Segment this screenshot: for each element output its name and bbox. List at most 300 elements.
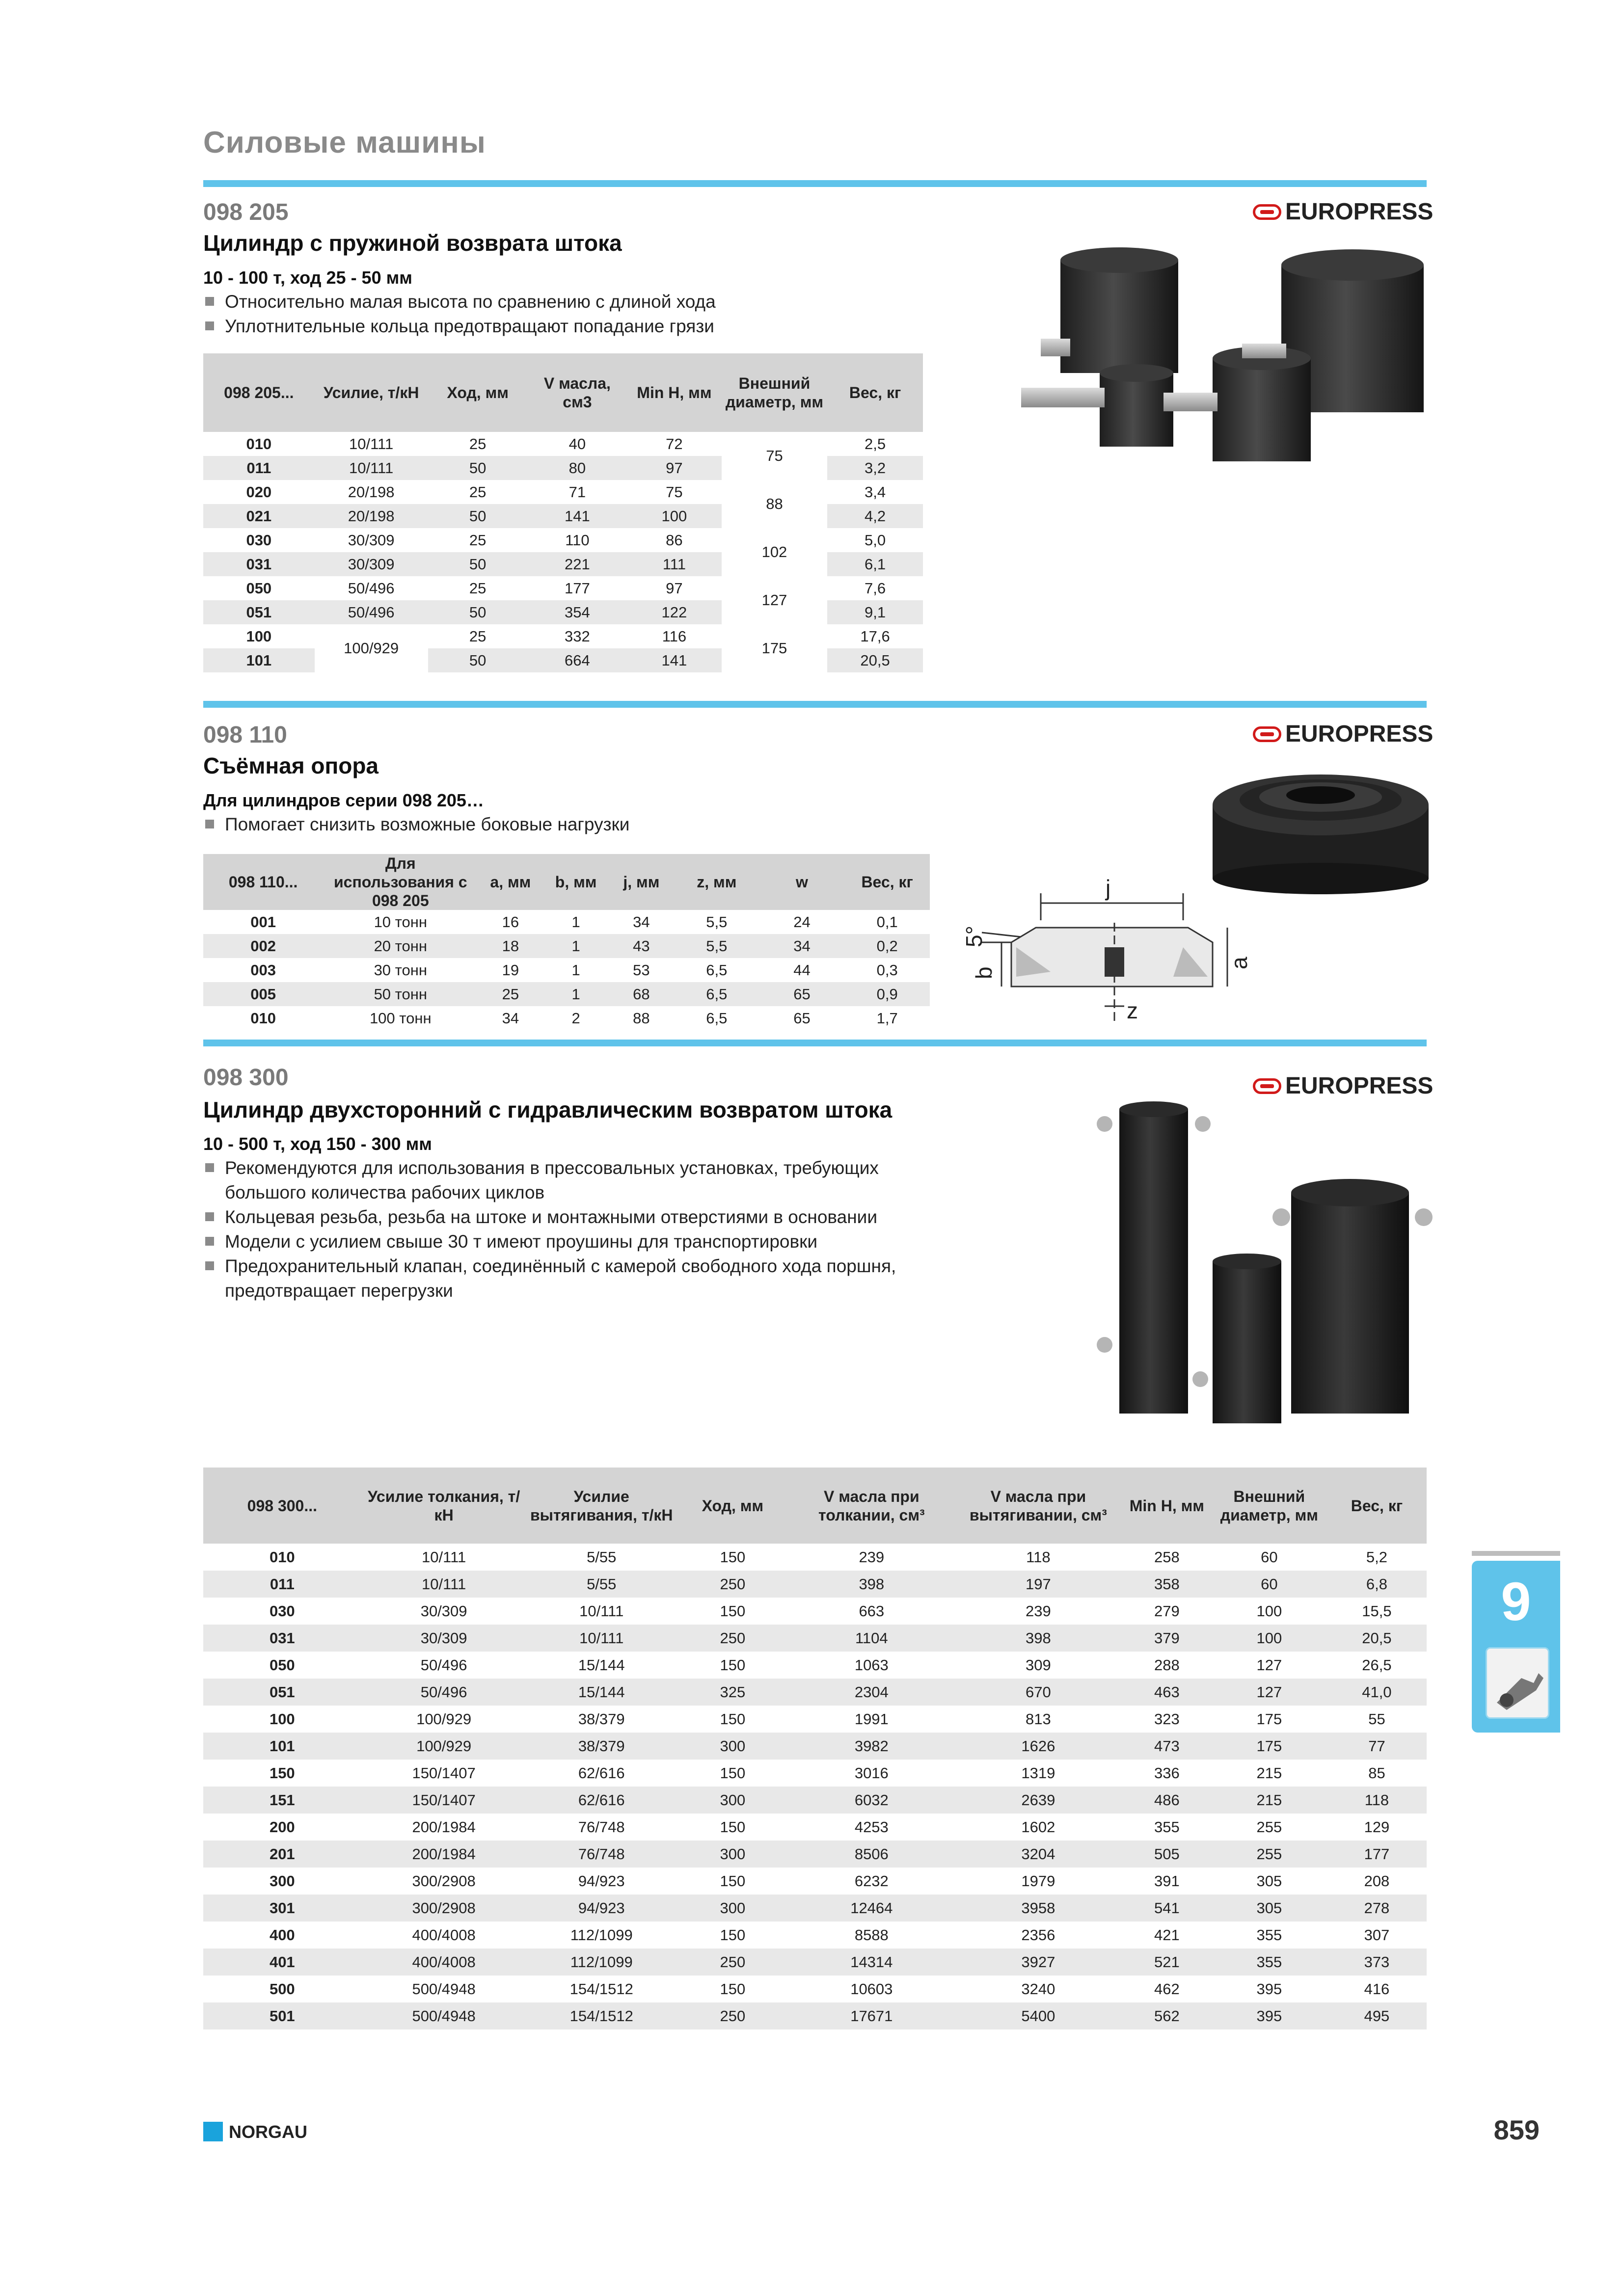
table-cell: 010 <box>250 1009 276 1027</box>
europress-logo-icon <box>1253 1078 1281 1094</box>
saddle-diagram <box>952 874 1252 1036</box>
table-row <box>203 1598 1427 1625</box>
table-cell: 19 <box>502 961 519 979</box>
col-header: Усилие, т/кН <box>315 353 428 432</box>
table-cell: 41,0 <box>1327 1679 1427 1706</box>
table-cell: 50 тонн <box>323 982 478 1006</box>
table-cell: 10/111 <box>579 1602 624 1620</box>
table-cell: 300/2908 <box>412 1872 476 1890</box>
section-tab[interactable] <box>1472 1561 1560 1733</box>
table-cell: 401 <box>203 1949 361 1976</box>
table-header-row <box>203 1468 1427 1544</box>
s3-bullet: Предохранительный клапан, соединённый с камерой свободного хода поршня, предотвращает перегрузки <box>203 1254 940 1303</box>
table-cell: 279 <box>1154 1602 1180 1620</box>
table-cell: 50/496 <box>348 579 395 597</box>
table-cell: 76/748 <box>527 1841 676 1868</box>
table-cell: 10603 <box>850 1980 893 1998</box>
section-divider <box>203 180 1427 187</box>
table-cell: 301 <box>203 1895 361 1922</box>
col-header: Min H, мм <box>1122 1468 1212 1544</box>
brand-name: EUROPRESS <box>1285 721 1434 747</box>
table-cell: 112/1099 <box>527 1949 676 1976</box>
table-cell: 300 <box>269 1872 295 1890</box>
col-header: Вес, кг <box>1327 1468 1427 1544</box>
table-row <box>203 1571 1427 1598</box>
table-cell: 2 <box>571 1009 580 1027</box>
table-cell: 75 <box>722 432 827 480</box>
table-cell: 34 <box>502 1009 519 1027</box>
table-cell: 1991 <box>854 1710 889 1728</box>
table-cell: 300 <box>676 1895 789 1922</box>
col-header: 098 300... <box>203 1468 361 1544</box>
table-cell: 200 <box>269 1818 295 1836</box>
table-row <box>203 528 923 552</box>
table-cell: 25 <box>469 579 487 597</box>
s3-bullet: Кольцевая резьба, резьба на штоке и монтажными отверстиями в основании <box>203 1205 940 1229</box>
col-header: Внешний диаметр, мм <box>722 353 827 432</box>
table-cell: 421 <box>1154 1926 1180 1944</box>
table-cell: 239 <box>859 1548 885 1566</box>
table-cell: 6,8 <box>1327 1571 1427 1598</box>
table-cell: 3,4 <box>865 483 886 501</box>
section-divider <box>203 1040 1427 1046</box>
table-cell: 127 <box>1212 1679 1327 1706</box>
table-cell: 255 <box>1212 1841 1327 1868</box>
table-cell: 62/616 <box>578 1764 625 1782</box>
table-cell: 355 <box>1154 1818 1180 1836</box>
table-cell: 309 <box>1026 1656 1051 1674</box>
table-cell: 288 <box>1154 1656 1180 1674</box>
table-row <box>203 1922 1427 1949</box>
table-cell: 463 <box>1122 1679 1212 1706</box>
table-row <box>203 1868 1427 1895</box>
table-row <box>203 432 923 456</box>
table-row <box>203 1949 1427 1976</box>
table-cell: 75 <box>666 483 683 501</box>
table-cell: 200/1984 <box>361 1841 527 1868</box>
s1-bullets <box>203 290 716 339</box>
table-cell: 562 <box>1122 2002 1212 2029</box>
table-cell: 398 <box>954 1625 1122 1652</box>
table-cell: 71 <box>568 483 586 501</box>
s3-bullet: Модели с усилием свыше 30 т имеют проушины для транспортировки <box>203 1229 940 1254</box>
s2-bullets <box>203 812 629 837</box>
table-row <box>203 958 930 982</box>
table-cell: 3016 <box>854 1764 889 1782</box>
table-cell: 122 <box>627 600 722 624</box>
table-cell: 62/616 <box>527 1787 676 1814</box>
table-cell: 177 <box>565 579 590 597</box>
table-cell: 200/1984 <box>412 1818 476 1836</box>
table-cell: 85 <box>1368 1764 1385 1782</box>
table-cell: 50 <box>428 600 528 624</box>
table-cell: 5/55 <box>587 1548 617 1566</box>
table-cell: 118 <box>1327 1787 1427 1814</box>
table-cell: 307 <box>1364 1926 1390 1944</box>
col-header: 098 110... <box>203 854 323 910</box>
table-cell: 1602 <box>1021 1818 1055 1836</box>
table-cell: 1 <box>571 961 580 979</box>
table-cell: 030 <box>269 1602 295 1620</box>
table-cell: 100/929 <box>361 1733 527 1760</box>
table-cell: 400/4008 <box>412 1926 476 1944</box>
col-header: Усилие вытягивания, т/кН <box>527 1468 676 1544</box>
table-cell: 011 <box>203 1571 361 1598</box>
table-cell: 26,5 <box>1362 1656 1392 1674</box>
table-cell: 1,7 <box>876 1009 898 1027</box>
table-cell: 6,5 <box>706 961 728 979</box>
table-cell: 1 <box>543 934 609 958</box>
table-cell: 100/929 <box>416 1710 472 1728</box>
table-cell: 50/496 <box>315 600 428 624</box>
table-cell: 486 <box>1122 1787 1212 1814</box>
col-header: w <box>759 854 845 910</box>
table-cell: 050 <box>269 1656 295 1674</box>
table-cell: 5,5 <box>674 934 759 958</box>
table-cell: 021 <box>203 504 315 528</box>
table-cell: 20,5 <box>1327 1625 1427 1652</box>
table-cell: 175 <box>722 624 827 672</box>
table-row <box>203 1976 1427 2002</box>
table-cell: 150 <box>720 1710 746 1728</box>
brand-logo <box>1253 198 1433 225</box>
col-header: V масла при вытягивании, см³ <box>954 1468 1122 1544</box>
table-cell: 1626 <box>954 1733 1122 1760</box>
table-cell: 50 <box>428 648 528 672</box>
table-cell: 003 <box>250 961 276 979</box>
table-cell: 10/111 <box>527 1625 676 1652</box>
table-cell: 50 <box>428 456 528 480</box>
table-cell: 25 <box>469 627 487 645</box>
table-cell: 10 тонн <box>374 913 427 931</box>
table-cell: 521 <box>1122 1949 1212 1976</box>
table-cell: 258 <box>1154 1548 1180 1566</box>
table-cell: 0,9 <box>844 982 930 1006</box>
col-header: Вес, кг <box>827 353 923 432</box>
table-cell: 20 тонн <box>323 934 478 958</box>
table-cell: 5,0 <box>865 531 886 549</box>
col-header: Усилие толкания, т/кН <box>361 1468 527 1544</box>
table-cell: 1 <box>571 913 580 931</box>
table-cell: 80 <box>528 456 627 480</box>
table-cell: 4,2 <box>827 504 923 528</box>
table-row <box>203 1652 1427 1679</box>
table-cell: 2304 <box>789 1679 954 1706</box>
table-cell: 300 <box>676 1733 789 1760</box>
table-cell: 10/111 <box>349 435 394 453</box>
table-cell: 398 <box>789 1571 954 1598</box>
table-cell: 97 <box>666 579 683 597</box>
cylinders-photo <box>1011 245 1434 471</box>
table-cell: 663 <box>859 1602 885 1620</box>
table-cell: 031 <box>203 1625 361 1652</box>
table-cell: 60 <box>1212 1571 1327 1598</box>
table-cell: 40 <box>568 435 586 453</box>
table-cell: 10/111 <box>315 456 428 480</box>
table-cell: 15/144 <box>527 1679 676 1706</box>
table-cell: 354 <box>528 600 627 624</box>
table-cell: 100 <box>246 627 272 645</box>
label-b: b <box>971 966 997 979</box>
table-cell: 111 <box>627 552 722 576</box>
table-cell: 462 <box>1154 1980 1180 1998</box>
table-cell: 18 <box>478 934 543 958</box>
table-cell: 1104 <box>789 1625 954 1652</box>
table-cell: 0,3 <box>876 961 898 979</box>
table-cell: 215 <box>1256 1764 1282 1782</box>
s3-bullet: Рекомендуются для использования в прессовальных установках, требующих большого количества рабочих циклов <box>203 1156 940 1205</box>
table-cell: 501 <box>203 2002 361 2029</box>
table-cell: 112/1099 <box>570 1926 633 1944</box>
table-cell: 002 <box>203 934 323 958</box>
s2-title: Съёмная опора <box>203 753 379 778</box>
table-cell: 30/309 <box>361 1625 527 1652</box>
table-row <box>203 2002 1427 2029</box>
table-cell: 150 <box>720 1548 746 1566</box>
s2-subtitle: Для цилиндров серии 098 205… <box>203 790 484 810</box>
table-cell: 495 <box>1327 2002 1427 2029</box>
table-cell: 55 <box>1368 1710 1385 1728</box>
brand-name: EUROPRESS <box>1285 1073 1434 1099</box>
table-cell: 150 <box>720 1926 746 1944</box>
table-row <box>203 576 923 600</box>
double-acting-cylinders-photo <box>1090 1095 1434 1428</box>
table-cell: 250 <box>676 1949 789 1976</box>
table-row <box>203 1760 1427 1787</box>
table-row <box>203 1544 1427 1571</box>
table-cell: 65 <box>793 1009 811 1027</box>
table-cell: 300 <box>676 1787 789 1814</box>
table-cell: 100 <box>1212 1625 1327 1652</box>
table-row <box>203 1814 1427 1841</box>
s3-bullets <box>203 1156 940 1303</box>
s3-title: Цилиндр двухсторонний с гидравлическим возвратом штока <box>203 1097 893 1122</box>
table-row <box>203 1733 1427 1760</box>
table-cell: 116 <box>662 627 687 645</box>
label-z: z <box>1127 998 1138 1023</box>
table-cell: 10/111 <box>361 1571 527 1598</box>
s1-subtitle: 10 - 100 т, ход 25 - 50 мм <box>203 267 412 288</box>
table-cell: 500/4948 <box>412 1980 476 1998</box>
table-cell: 76/748 <box>578 1818 625 1836</box>
table-cell: 34 <box>633 913 650 931</box>
table-cell: 12464 <box>789 1895 954 1922</box>
table-cell: 150 <box>720 1872 746 1890</box>
table-cell: 3240 <box>1021 1980 1055 1998</box>
table-cell: 30/309 <box>315 552 428 576</box>
table-cell: 25 <box>469 531 487 549</box>
table-row <box>203 1841 1427 1868</box>
section-tab-line <box>1472 1551 1560 1556</box>
table-cell: 6032 <box>789 1787 954 1814</box>
col-header: Вес, кг <box>844 854 930 910</box>
col-header: j, мм <box>609 854 674 910</box>
table-cell: 60 <box>1261 1548 1278 1566</box>
table-cell: 001 <box>250 913 276 931</box>
europress-logo-icon <box>1253 726 1281 742</box>
table-cell: 94/923 <box>578 1872 625 1890</box>
s1-bullet: Уплотнительные кольца предотвращают попадание грязи <box>203 314 716 339</box>
table-cell: 43 <box>609 934 674 958</box>
table-cell: 395 <box>1212 2002 1327 2029</box>
table-cell: 336 <box>1154 1764 1180 1782</box>
table-cell: 77 <box>1327 1733 1427 1760</box>
col-header: Внешний диаметр, мм <box>1212 1468 1327 1544</box>
table-cell: 151 <box>203 1787 361 1814</box>
table-cell: 3204 <box>954 1841 1122 1868</box>
table-cell: 30/309 <box>348 531 395 549</box>
table-cell: 72 <box>666 435 683 453</box>
table-cell: 154/1512 <box>569 1980 633 1998</box>
table-cell: 208 <box>1364 1872 1390 1890</box>
s3-code: 098 300 <box>203 1065 289 1091</box>
table-cell: 177 <box>1327 1841 1427 1868</box>
table-cell: 300/2908 <box>361 1895 527 1922</box>
table-cell: 50 <box>428 552 528 576</box>
table-cell: 97 <box>627 456 722 480</box>
table-cell: 5,2 <box>1366 1548 1387 1566</box>
col-header: b, мм <box>543 854 609 910</box>
col-header: V масла при толкании, см³ <box>789 1468 954 1544</box>
table-cell: 541 <box>1122 1895 1212 1922</box>
table-row <box>203 624 923 648</box>
table-cell: 50/496 <box>420 1656 467 1674</box>
table-cell: 215 <box>1212 1787 1327 1814</box>
table-header-row <box>203 353 923 432</box>
s3-subtitle: 10 - 500 т, ход 150 - 300 мм <box>203 1134 432 1154</box>
footer-brand: NORGAU <box>229 2122 307 2142</box>
table-cell: 150 <box>720 1818 746 1836</box>
table-cell: 400/4008 <box>361 1949 527 1976</box>
table-cell: 2639 <box>954 1787 1122 1814</box>
table-row <box>203 1679 1427 1706</box>
table-cell: 051 <box>203 600 315 624</box>
s2-table <box>203 854 930 1030</box>
table-cell: 300 <box>676 1841 789 1868</box>
label-a: a <box>1226 957 1252 969</box>
table-cell: 88 <box>722 480 827 528</box>
table-row <box>203 1787 1427 1814</box>
table-cell: 031 <box>203 552 315 576</box>
table-cell: 505 <box>1122 1841 1212 1868</box>
table-cell: 500 <box>269 1980 295 1998</box>
page-title: Силовые машины <box>203 126 486 160</box>
brand-name: EUROPRESS <box>1285 199 1434 225</box>
table-cell: 150/1407 <box>361 1787 527 1814</box>
s2-bullet: Помогает снизить возможные боковые нагрузки <box>203 812 629 837</box>
s1-table <box>203 353 923 672</box>
table-cell: 6,5 <box>674 982 759 1006</box>
table-cell: 16 <box>502 913 519 931</box>
table-cell: 3958 <box>954 1895 1122 1922</box>
table-cell: 38/379 <box>527 1733 676 1760</box>
page-number: 859 <box>1493 2114 1540 2145</box>
table-cell: 100 тонн <box>369 1009 432 1027</box>
s3-table <box>203 1468 1427 2029</box>
s1-bullet: Относительно малая высота по сравнению с длиной хода <box>203 290 716 314</box>
table-cell: 255 <box>1256 1818 1282 1836</box>
table-cell: 5400 <box>954 2002 1122 2029</box>
table-cell: 14314 <box>789 1949 954 1976</box>
col-header: Ход, мм <box>676 1468 789 1544</box>
table-cell: 15,5 <box>1362 1602 1392 1620</box>
col-header: Min H, мм <box>627 353 722 432</box>
table-cell: 358 <box>1122 1571 1212 1598</box>
table-cell: 100 <box>1256 1602 1282 1620</box>
table-cell: 5/55 <box>527 1571 676 1598</box>
table-cell: 373 <box>1327 1949 1427 1976</box>
norgau-logo-icon <box>203 2122 223 2141</box>
table-row <box>203 934 930 958</box>
table-cell: 221 <box>528 552 627 576</box>
table-cell: 127 <box>722 576 827 624</box>
table-cell: 1979 <box>1021 1872 1055 1890</box>
table-cell: 100/929 <box>315 624 428 672</box>
table-cell: 44 <box>793 961 811 979</box>
grinder-icon <box>1486 1647 1549 1719</box>
table-cell: 500/4948 <box>361 2002 527 2029</box>
table-cell: 391 <box>1154 1872 1180 1890</box>
table-cell: 2356 <box>1021 1926 1055 1944</box>
table-cell: 400 <box>269 1926 295 1944</box>
table-cell: 6,1 <box>827 552 923 576</box>
table-cell: 8588 <box>854 1926 889 1944</box>
table-cell: 150 <box>720 1764 746 1782</box>
table-cell: 129 <box>1364 1818 1390 1836</box>
table-cell: 150 <box>720 1656 746 1674</box>
table-cell: 416 <box>1364 1980 1390 1998</box>
table-cell: 473 <box>1122 1733 1212 1760</box>
table-cell: 7,6 <box>865 579 886 597</box>
table-cell: 88 <box>633 1009 650 1027</box>
table-cell: 3,2 <box>827 456 923 480</box>
table-cell: 355 <box>1212 1949 1327 1976</box>
col-header: a, мм <box>478 854 543 910</box>
table-cell: 110 <box>565 531 590 549</box>
table-cell: 005 <box>203 982 323 1006</box>
table-cell: 4253 <box>854 1818 889 1836</box>
table-cell: 813 <box>1026 1710 1051 1728</box>
table-cell: 68 <box>609 982 674 1006</box>
table-cell: 6232 <box>854 1872 889 1890</box>
table-row <box>203 1625 1427 1652</box>
table-cell: 250 <box>676 1625 789 1652</box>
table-row <box>203 1006 930 1030</box>
label-j: j <box>1106 875 1111 901</box>
section-tab-number: 9 <box>1501 1572 1531 1632</box>
table-cell: 50 <box>428 504 528 528</box>
table-cell: 100 <box>269 1710 295 1728</box>
table-cell: 6,5 <box>706 1009 728 1027</box>
table-cell: 65 <box>759 982 845 1006</box>
table-cell: 325 <box>676 1679 789 1706</box>
table-cell: 305 <box>1212 1895 1327 1922</box>
table-cell: 15/144 <box>578 1656 625 1674</box>
table-cell: 664 <box>528 648 627 672</box>
table-cell: 0,2 <box>844 934 930 958</box>
table-cell: 8506 <box>789 1841 954 1868</box>
table-cell: 1 <box>543 982 609 1006</box>
table-cell: 670 <box>954 1679 1122 1706</box>
col-header: z, мм <box>674 854 759 910</box>
table-cell: 53 <box>633 961 650 979</box>
col-header: V масла, см3 <box>528 353 627 432</box>
table-cell: 154/1512 <box>527 2002 676 2029</box>
table-cell: 30 тонн <box>374 961 427 979</box>
table-cell: 355 <box>1256 1926 1282 1944</box>
table-row <box>203 1706 1427 1733</box>
table-cell: 2,5 <box>865 435 886 453</box>
